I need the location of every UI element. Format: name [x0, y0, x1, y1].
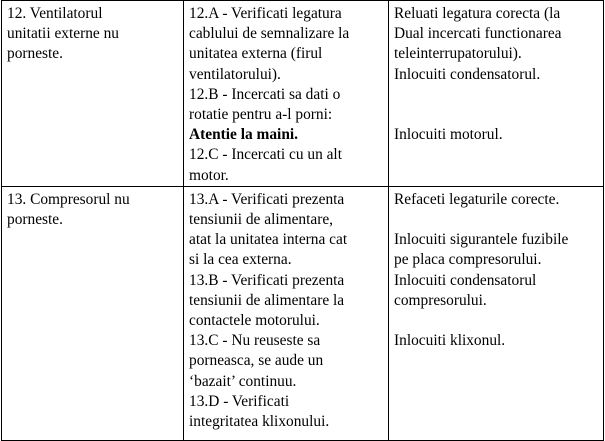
solution-line: Inlocuiti klixonul.: [394, 332, 506, 350]
check-line: 12.C - Incercati cu un alt: [189, 146, 342, 164]
spacer: [394, 210, 598, 230]
solution-line: pe placa compresorului.: [394, 251, 542, 269]
solution-line: Inlocuiti sigurantele fuzibile: [394, 231, 569, 249]
check-cell: [184, 186, 389, 440]
check-line: 12.A - Verificati legatura: [189, 5, 342, 22]
check-line: motor.: [189, 166, 229, 184]
solution-line: Inlocuiti condensatorul: [394, 271, 537, 289]
warning-text: Atentie la maini.: [189, 126, 299, 144]
check-line: 13.C - Nu reuseste sa: [189, 332, 321, 350]
table-row: [2, 1, 604, 187]
problem-cell: [2, 1, 184, 187]
solution-line: compresorului.: [394, 291, 487, 309]
check-line: 13.A - Verificati prezenta: [189, 190, 345, 208]
check-line: rotatie pentru a-l porni:: [189, 106, 333, 124]
problem-line: unitatii externe nu: [7, 25, 119, 43]
check-line: 13.D - Verificati: [189, 392, 290, 410]
problem-line: 13. Compresorul nu: [7, 190, 130, 208]
check-cell: [184, 1, 389, 187]
check-line: porneasca, se aude un: [189, 352, 324, 370]
table-row: [2, 186, 604, 440]
check-line: unitatea externa (firul: [189, 45, 323, 63]
check-line: atat la unitatea interna cat: [189, 231, 348, 249]
problem-line: 12. Ventilatorul: [7, 5, 103, 22]
solution-cell: [389, 1, 604, 187]
check-line: 13.B - Verificati prezenta: [189, 271, 345, 289]
solution-line: Dual incercati functionarea: [394, 25, 562, 43]
problem-line: porneste.: [7, 211, 63, 229]
check-line: cablului de semnalizare la: [189, 25, 350, 43]
solution-line: Inlocuiti motorul.: [394, 126, 503, 144]
spacer: [394, 311, 598, 331]
problem-line: porneste.: [7, 45, 63, 63]
solution-line: teleinterrupatorului).: [394, 45, 522, 63]
troubleshooting-table: [1, 0, 604, 441]
solution-line: Refaceti legaturile corecte.: [394, 190, 560, 208]
check-line: contactele motorului.: [189, 312, 320, 330]
problem-cell: [2, 186, 184, 440]
check-line: tensiunii de alimentare la: [189, 291, 345, 309]
check-line: si la cea externa.: [189, 251, 292, 269]
check-line: integritatea klixonului.: [189, 413, 330, 431]
check-line: ventilatorului).: [189, 65, 281, 83]
check-line: tensiunii de alimentare,: [189, 211, 334, 229]
check-line: ‘bazait’ continuu.: [189, 372, 297, 390]
solution-line: Inlocuiti condensatorul.: [394, 65, 541, 83]
solution-line: Reluati legatura corecta (la: [394, 5, 561, 22]
spacer: [394, 85, 598, 125]
solution-cell: [389, 186, 604, 440]
check-line: 12.B - Incercati sa dati o: [189, 85, 341, 103]
